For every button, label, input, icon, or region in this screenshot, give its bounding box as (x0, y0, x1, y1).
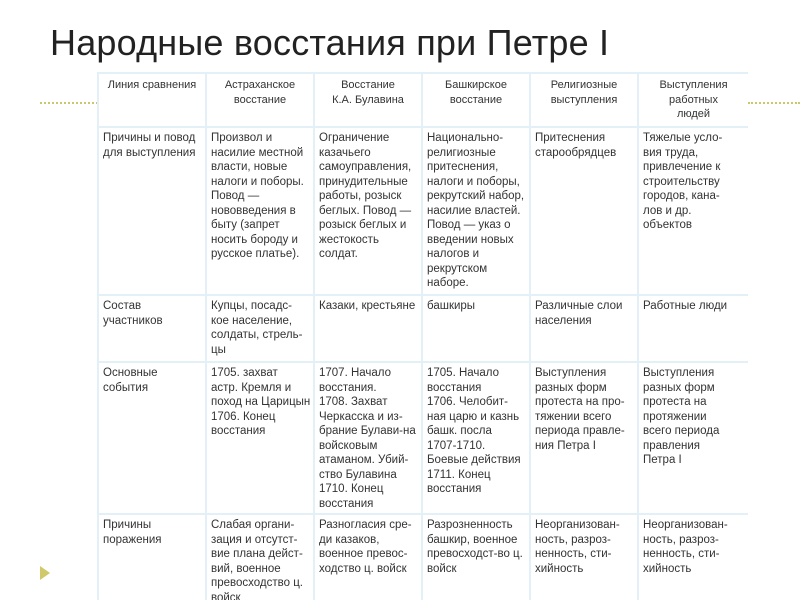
table-row (99, 128, 748, 294)
table-cell: 1705. Начало восстания 1706. Челобит- ная царю и казнь башк. посла 1707-1710. Боевые действия 1711. Конец восстания (423, 363, 529, 513)
comparison-table (97, 72, 748, 600)
table-cell: Неорганизован- ность, разроз- ненность, сти- хийность (639, 515, 748, 600)
table-cell: Притеснения старообрядцев (531, 128, 637, 294)
table-cell: Причины поражения (99, 515, 205, 600)
decorative-dotted-line-left (40, 102, 98, 104)
table-cell: Неорганизован- ность, разроз- ненность, сти- хийность (531, 515, 637, 600)
decorative-dotted-line-right (748, 102, 800, 104)
table-cell: Работные люди (639, 296, 748, 361)
slide-title: Народные восстания при Петре I (50, 22, 610, 63)
table-cell: Тяжелые усло- вия труда, привлечение к строительству городов, кана- лов и др. объектов (639, 128, 748, 294)
table-row (99, 515, 748, 600)
table-row (99, 363, 748, 513)
bullet-arrow-icon (40, 566, 50, 580)
header-row (99, 74, 748, 126)
table-row (99, 296, 748, 361)
table-cell: Выступления разных форм протеста на про- тяжении всего периода правле- ния Петра I (531, 363, 637, 513)
table-cell: башкиры (423, 296, 529, 361)
table-cell: Слабая органи- зация и отсутст- вие плана дейст- вий, военное превосходство ц. войск (207, 515, 313, 600)
table-cell: Причины и повод для выступления (99, 128, 205, 294)
table-cell: 1707. Начало восстания. 1708. Захват Черкасска и из- брание Булави-на войсковым атаманом. Убий- ство Булавина 1710. Конец восстания (315, 363, 421, 513)
header-cell: Астраханское восстание (207, 74, 313, 126)
header-cell: Религиозные выступления (531, 74, 637, 126)
header-cell: Башкирское восстание (423, 74, 529, 126)
header-cell: Линия сравнения (99, 74, 205, 126)
table-cell: Разногласия сре- ди казаков, военное превос- ходство ц. войск (315, 515, 421, 600)
header-cell: Восстание К.А. Булавина (315, 74, 421, 126)
table-cell: 1705. захват астр. Кремля и поход на Царицын 1706. Конец восстания (207, 363, 313, 513)
comparison-table-container (97, 72, 748, 600)
table-cell: Казаки, крестьяне (315, 296, 421, 361)
table-cell: Ограничение казачьего самоуправления, принудительные работы, розыск беглых. Повод — розыск беглых и жестокость солдат. (315, 128, 421, 294)
table-cell: Разрозненность башкир, военное превосходст-во ц. войск (423, 515, 529, 600)
table-cell: Основные события (99, 363, 205, 513)
table-cell: Национально- религиозные притеснения, налоги и поборы, рекрутский набор, насилие властей. Повод — указ о введении новых налогов и рекрутском наборе. (423, 128, 529, 294)
table-cell: Произвол и насилие местной власти, новые налоги и поборы. Повод — нововведения в быту (запрет носить бороду и русское платье). (207, 128, 313, 294)
table-cell: Различные слои населения (531, 296, 637, 361)
header-cell: Выступления работных людей (639, 74, 748, 126)
table-cell: Купцы, посадс- кое население, солдаты, стрель- цы (207, 296, 313, 361)
table-cell: Состав участников (99, 296, 205, 361)
table-cell: Выступления разных форм протеста на протяжении всего периода правления Петра I (639, 363, 748, 513)
